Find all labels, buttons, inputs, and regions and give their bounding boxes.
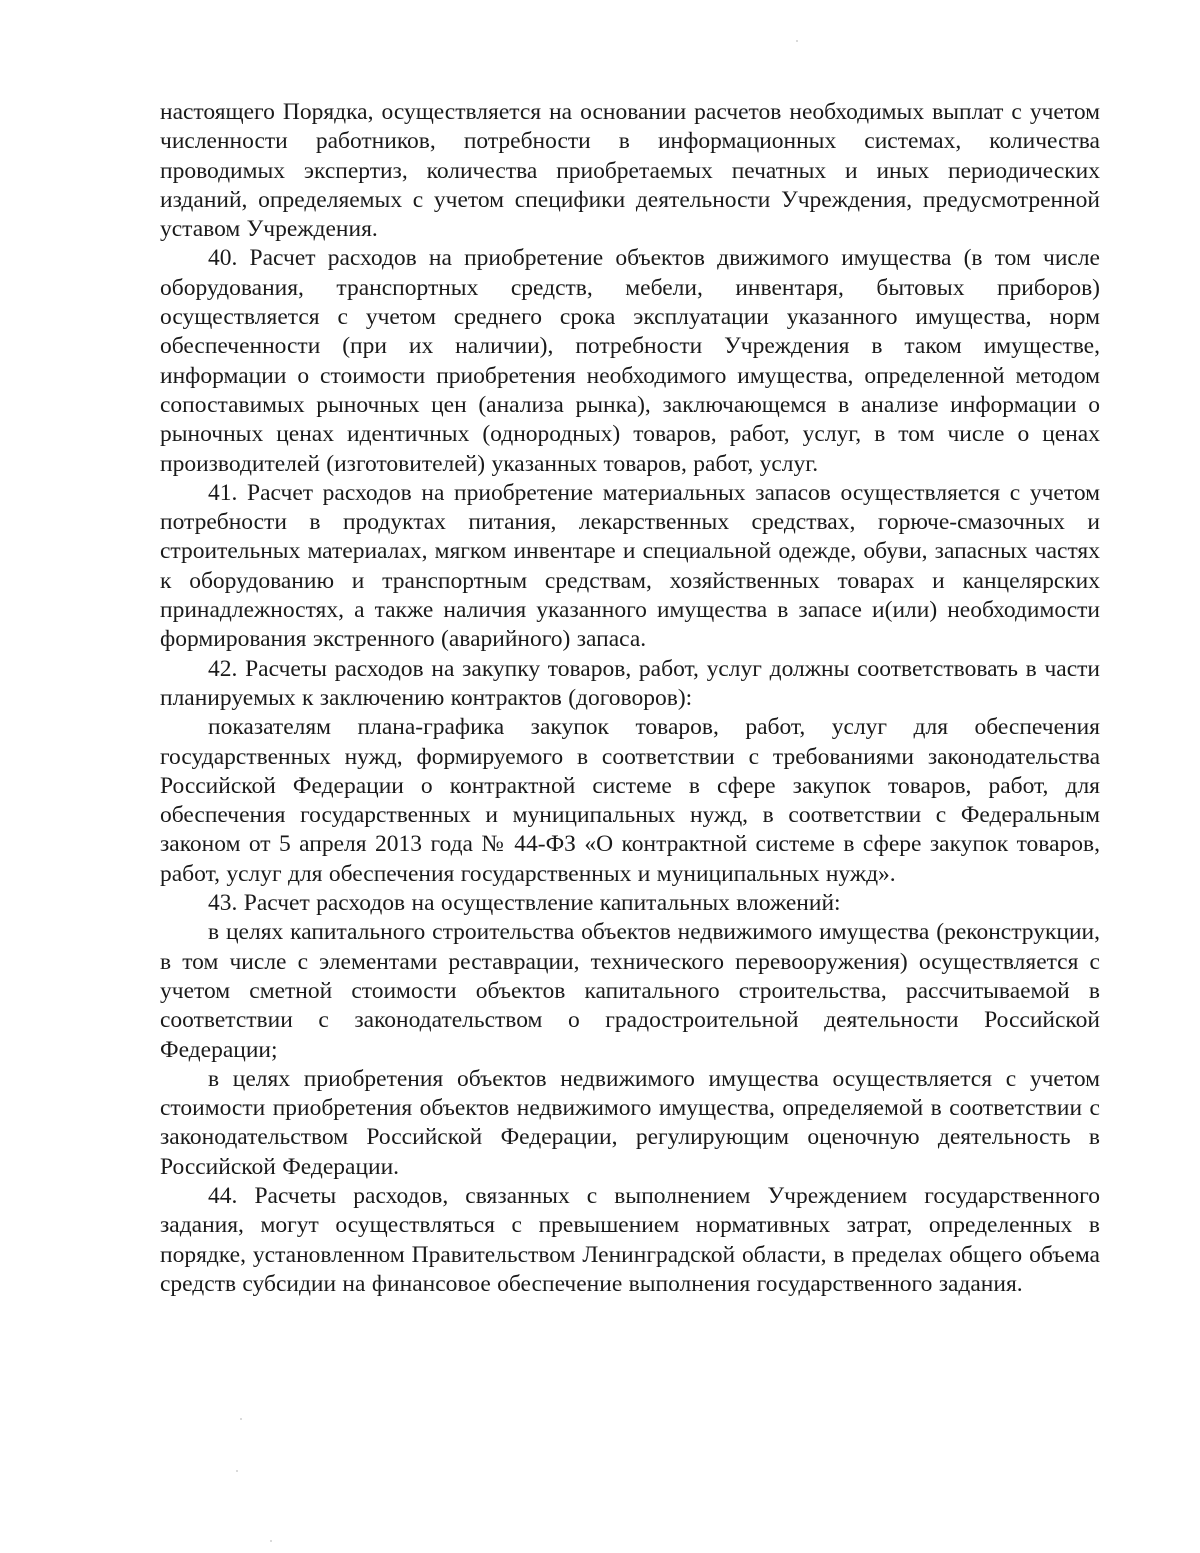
paragraph-item-42-subpoint: показателям плана-графика закупок товаров, работ, услуг для обеспечения государственных нужд, формируемого в соответствии с требованиями законодательства Российской Федерации о контрактной системе в сфере закупок товаров, работ, для обеспечения государственных и муниципальных нужд, в соответствии с Федеральным законом от 5 апреля 2013 года № 44-ФЗ «О контрактной системе в сфере закупок товаров, работ, услуг для обеспечения государственных и муниципальных нужд». (160, 714, 1100, 887)
paragraph-item-42: 42. Расчеты расходов на закупку товаров, работ, услуг должны соответствовать в части планируемых к заключению контрактов (договоров): (160, 655, 1100, 711)
scan-speck (796, 40, 798, 42)
paragraph-item-43: 43. Расчет расходов на осуществление капитальных вложений: (208, 890, 841, 917)
paragraph-item-40: 40. Расчет расходов на приобретение объектов движимого имущества (в том числе оборудования, транспортных средств, мебели, инвентаря, бытовых приборов) осуществляется с учетом среднего срока эксплуатации указанного имущества, норм обеспеченности (при их наличии), потребности Учреждения в таком имуществе, информации о стоимости приобретения необходимого имущества, определенной методом сопоставимых рыночных цен (анализа рынка), заключающемся в анализе информации о рыночных ценах идентичных (однородных) товаров, работ, услуг, в том числе о ценах производителей (изготовителей) указанных товаров, работ, услуг. (160, 245, 1100, 477)
document-body (160, 98, 1100, 1299)
paragraph-item-43-acquisition: в целях приобретения объектов недвижимого имущества осуществляется с учетом стоимости приобретения объектов недвижимого имущества, определяемой в соответствии с законодательством Российской Федерации, регулирующим оценочную деятельность в Российской Федерации. (160, 1065, 1100, 1180)
paragraph-continuation: настоящего Порядка, осуществляется на основании расчетов необходимых выплат с учетом численности работников, потребности в информационных системах, количества проводимых экспертиз, количества приобретаемых печатных и иных периодических изданий, определяемых с учетом специфики деятельности Учреждения, предусмотренной уставом Учреждения. (160, 99, 1100, 243)
scan-speck (270, 1540, 272, 1542)
scan-speck (240, 1418, 242, 1420)
paragraph-item-44: 44. Расчеты расходов, связанных с выполнением Учреждением государственного задания, могут осуществляться с превышением нормативных затрат, определенных в порядке, установленном Правительством Ленинградской области, в пределах общего объема средств субсидии на финансовое обеспечение выполнения государственного задания. (160, 1182, 1100, 1297)
scan-speck (236, 1470, 238, 1472)
paragraph-item-41: 41. Расчет расходов на приобретение материальных запасов осуществляется с учетом потребности в продуктах питания, лекарственных средствах, горюче-смазочных и строительных материалах, мягком инвентаре и специальной одежде, обуви, запасных частях к оборудованию и транспортным средствам, хозяйственных товарах и канцелярских принадлежностях, а также наличия указанного имущества в запасе и(или) необходимости формирования экстренного (аварийного) запаса. (160, 479, 1100, 653)
paragraph-item-43-construction: в целях капитального строительства объектов недвижимого имущества (реконструкции, в том числе с элементами реставрации, технического перевооружения) осуществляется с учетом сметной стоимости объектов капитального строительства, рассчитываемой в соответствии с законодательством о градостроительной деятельности Российской Федерации; (160, 919, 1100, 1063)
